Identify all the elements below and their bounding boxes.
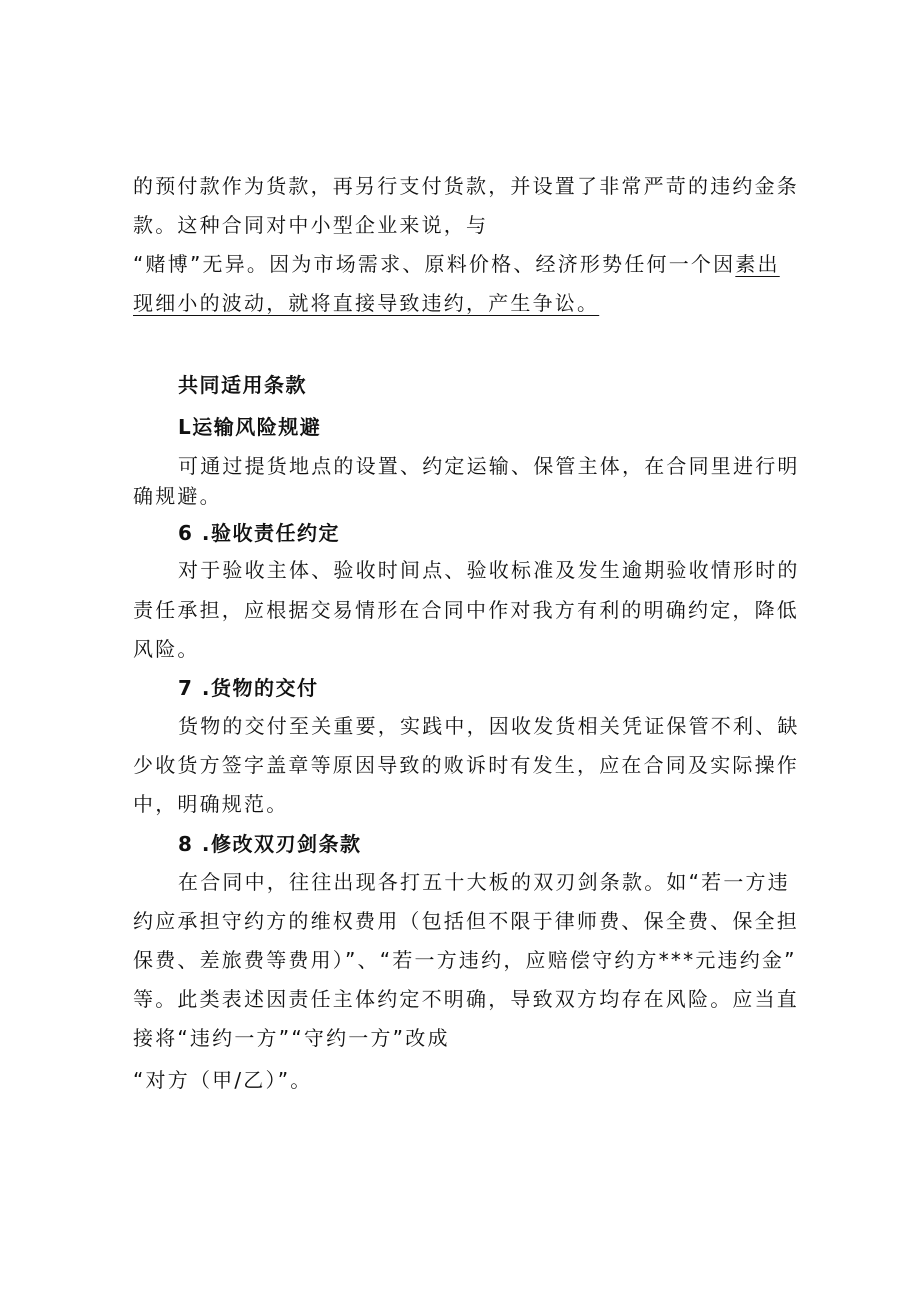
paragraph-line: 中，明确规范。 (133, 792, 289, 816)
paragraph-line: 少收货方签字盖章等原因导致的败诉时有发生，应在合同及实际操作 (133, 753, 799, 777)
paragraph-line: 责任承担，应根据交易情形在合同中作对我方有利的明确约定，降低 (133, 598, 799, 622)
text-run: “赌博”无异。因为市场需求、原料价格、经济形势任何一个因 (133, 252, 736, 276)
paragraph-line: 约应承担守约方的维权费用（包括但不限于律师费、保全费、保全担 (133, 909, 799, 933)
paragraph-line: 在合同中，往往出现各打五十大板的双刃剑条款。如“若一方违 (178, 870, 790, 894)
paragraph-line (133, 250, 780, 278)
paragraph-line: 货物的交付至关重要，实践中，因收发货相关凭证保管不利、缺 (178, 714, 800, 738)
paragraph-line: 保费、差旅费等费用）”、“若一方违约，应赔偿守约方***元违约金” (133, 948, 797, 972)
underlined-text: 素出 (735, 252, 780, 276)
paragraph-line: 款。这种合同对中小型企业来说，与 (133, 213, 489, 237)
paragraph-line: “对方（甲/乙）”。 (133, 1068, 313, 1092)
paragraph-line: 对于验收主体、验收时间点、验收标准及发生逾期验收情形时的 (178, 558, 800, 582)
section-heading-6: 6 .验收责任约定 (178, 521, 340, 545)
section-title: 共同适用条款 (178, 373, 307, 397)
paragraph-line: 接将“违约一方”“守约一方”改成 (133, 1026, 450, 1050)
paragraph-line: 风险。 (133, 637, 200, 661)
paragraph-line: 确规避。 (133, 484, 222, 508)
section-heading-8: 8 .修改双刃剑条款 (178, 832, 362, 856)
section-heading-5: L运输风险规避 (178, 415, 322, 439)
paragraph-line: 的预付款作为货款，再另行支付货款，并设置了非常严苛的违约金条 (133, 174, 799, 198)
underlined-paragraph-line: 现细小的波动，就将直接导致违约，产生争讼。 (133, 291, 600, 315)
section-heading-7: 7 .货物的交付 (178, 676, 319, 700)
paragraph-line: 可通过提货地点的设置、约定运输、保管主体，在合同里进行明 (178, 454, 800, 478)
paragraph-line: 等。此类表述因责任主体约定不明确，导致双方均存在风险。应当直 (133, 987, 799, 1011)
